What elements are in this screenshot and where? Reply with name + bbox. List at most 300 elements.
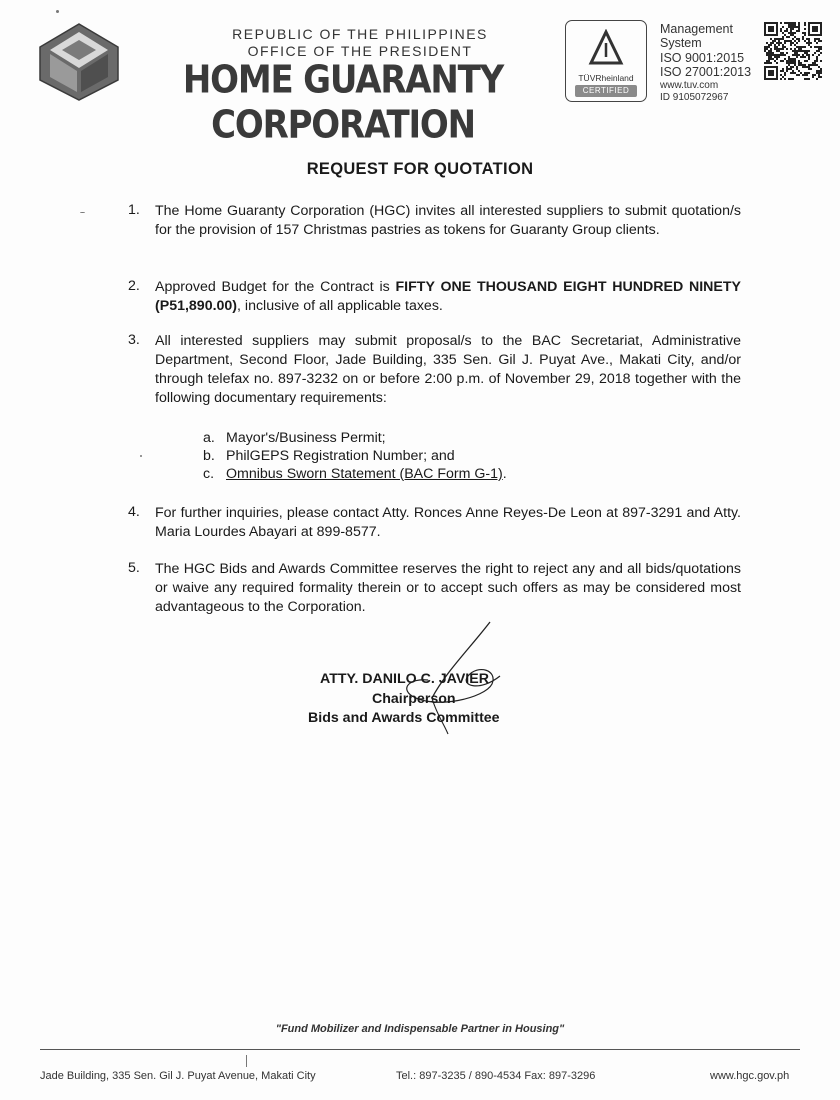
qr-module bbox=[820, 72, 822, 74]
qr-code-icon bbox=[764, 22, 822, 80]
qr-module bbox=[786, 60, 788, 62]
qr-module bbox=[790, 22, 792, 24]
qr-module bbox=[796, 46, 798, 48]
qr-module bbox=[768, 56, 770, 58]
qr-module bbox=[768, 44, 770, 46]
qr-module bbox=[788, 78, 790, 80]
qr-module bbox=[794, 64, 796, 66]
qr-module bbox=[778, 44, 780, 46]
qr-module bbox=[820, 76, 822, 78]
qr-module bbox=[808, 58, 810, 60]
qr-module bbox=[812, 54, 814, 56]
qr-module bbox=[798, 38, 800, 40]
qr-module bbox=[770, 50, 772, 52]
qr-module bbox=[808, 68, 810, 70]
qr-module bbox=[778, 42, 780, 44]
qr-module bbox=[816, 38, 818, 40]
qr-module bbox=[792, 32, 794, 34]
qr-module bbox=[798, 64, 800, 66]
qr-module bbox=[776, 48, 778, 50]
qr-module bbox=[794, 40, 796, 42]
qr-module bbox=[788, 32, 790, 34]
qr-module bbox=[818, 74, 820, 76]
requirement-end: . bbox=[502, 466, 507, 482]
qr-module bbox=[818, 46, 820, 48]
qr-module bbox=[786, 22, 788, 24]
qr-module bbox=[806, 78, 808, 80]
qr-module bbox=[792, 78, 794, 80]
qr-module bbox=[820, 48, 822, 50]
qr-module bbox=[810, 64, 812, 66]
qr-module bbox=[820, 68, 822, 70]
qr-module bbox=[802, 54, 804, 56]
qr-module bbox=[806, 54, 808, 56]
qr-module bbox=[786, 36, 788, 38]
qr-module bbox=[792, 62, 794, 64]
qr-module bbox=[768, 46, 770, 48]
qr-module bbox=[776, 62, 778, 64]
qr-module bbox=[800, 46, 802, 48]
qr-module bbox=[792, 22, 794, 24]
qr-module bbox=[766, 42, 768, 44]
qr-module bbox=[804, 56, 806, 58]
qr-module bbox=[794, 72, 796, 74]
qr-module bbox=[798, 26, 800, 28]
qr-module bbox=[806, 60, 808, 62]
qr-module bbox=[790, 24, 792, 26]
qr-module bbox=[806, 38, 808, 40]
qr-module bbox=[790, 66, 792, 68]
qr-module bbox=[772, 54, 774, 56]
qr-module bbox=[780, 70, 782, 72]
qr-module bbox=[784, 58, 786, 60]
qr-module bbox=[804, 28, 806, 30]
item-number: 1. bbox=[128, 202, 140, 218]
qr-module bbox=[804, 46, 806, 48]
qr-module bbox=[770, 58, 772, 60]
qr-module bbox=[780, 28, 782, 30]
qr-module bbox=[792, 24, 794, 26]
qr-module bbox=[802, 74, 804, 76]
qr-module bbox=[818, 66, 820, 68]
footer-contact: Tel.: 897-3235 / 890-4534 Fax: 897-3296 bbox=[396, 1070, 596, 1082]
qr-module bbox=[792, 72, 794, 74]
qr-module bbox=[796, 30, 798, 32]
cert-line: Management bbox=[660, 22, 733, 36]
qr-module bbox=[798, 48, 800, 50]
qr-module bbox=[780, 22, 782, 24]
qr-module bbox=[814, 60, 816, 62]
qr-module bbox=[798, 62, 800, 64]
tuv-brand: TÜVRheinland bbox=[578, 73, 634, 83]
qr-module bbox=[792, 54, 794, 56]
qr-module bbox=[776, 42, 778, 44]
budget-intro: Approved Budget for the Contract is bbox=[155, 279, 396, 295]
qr-module bbox=[782, 36, 784, 38]
qr-module bbox=[782, 38, 784, 40]
qr-module bbox=[778, 54, 780, 56]
signatory-position: Chairperson bbox=[372, 691, 456, 707]
qr-module bbox=[778, 38, 780, 40]
qr-module bbox=[786, 62, 788, 64]
qr-module bbox=[802, 46, 804, 48]
qr-module bbox=[770, 56, 772, 58]
qr-module bbox=[772, 58, 774, 60]
qr-module bbox=[788, 62, 790, 64]
qr-module bbox=[794, 32, 796, 34]
qr-module bbox=[792, 66, 794, 68]
qr-module bbox=[798, 30, 800, 32]
qr-module bbox=[790, 62, 792, 64]
qr-module bbox=[786, 48, 788, 50]
qr-module bbox=[820, 40, 822, 42]
qr-module bbox=[818, 70, 820, 72]
qr-module bbox=[804, 74, 806, 76]
qr-module bbox=[782, 54, 784, 56]
qr-module bbox=[772, 40, 774, 42]
footer-divider bbox=[40, 1049, 800, 1050]
qr-module bbox=[794, 48, 796, 50]
qr-module bbox=[788, 24, 790, 26]
qr-module bbox=[784, 78, 786, 80]
qr-module bbox=[790, 78, 792, 80]
qr-module bbox=[790, 32, 792, 34]
qr-module bbox=[816, 70, 818, 72]
scan-speck bbox=[140, 455, 142, 457]
qr-module bbox=[800, 62, 802, 64]
qr-module bbox=[788, 56, 790, 58]
budget-amount: FIFTY ONE THOUSAND EIGHT HUNDRED NINETY (P51,890.00) bbox=[155, 279, 742, 314]
qr-module bbox=[782, 70, 784, 72]
qr-module bbox=[774, 48, 776, 50]
item-2-text bbox=[155, 278, 741, 316]
qr-module bbox=[808, 54, 810, 56]
qr-module bbox=[786, 66, 788, 68]
qr-module bbox=[798, 70, 800, 72]
qr-module bbox=[800, 72, 802, 74]
qr-module bbox=[790, 44, 792, 46]
qr-module bbox=[768, 58, 770, 60]
qr-module bbox=[794, 22, 796, 24]
qr-module bbox=[764, 50, 766, 52]
qr-module bbox=[814, 52, 816, 54]
qr-module bbox=[808, 38, 810, 40]
qr-module bbox=[798, 74, 800, 76]
qr-module bbox=[808, 64, 810, 66]
qr-module bbox=[788, 22, 790, 24]
qr-module bbox=[806, 74, 808, 76]
item-4-text: For further inquiries, please contact Atty. Ronces Anne Reyes-De Leon at 897-3291 and Atty. Maria Lourdes Abayari at 899-8577. bbox=[155, 505, 741, 540]
qr-module bbox=[802, 50, 804, 52]
qr-module bbox=[812, 64, 814, 66]
qr-module bbox=[808, 72, 810, 74]
qr-module bbox=[806, 72, 808, 74]
footer-address: Jade Building, 335 Sen. Gil J. Puyat Avenue, Makati City bbox=[40, 1070, 316, 1082]
qr-module bbox=[764, 62, 766, 64]
qr-module bbox=[770, 52, 772, 54]
qr-module bbox=[786, 68, 788, 70]
qr-module bbox=[782, 48, 784, 50]
qr-module bbox=[784, 22, 786, 24]
office-heading: OFFICE OF THE PRESIDENT bbox=[247, 43, 473, 59]
footer-tagline: "Fund Mobilizer and Indispensable Partner in Housing" bbox=[275, 1023, 565, 1035]
qr-module bbox=[764, 46, 766, 48]
tuv-certification-badge bbox=[565, 20, 647, 102]
qr-module bbox=[808, 42, 810, 44]
qr-module bbox=[804, 34, 806, 36]
qr-module bbox=[768, 50, 770, 52]
qr-module bbox=[780, 30, 782, 32]
qr-module bbox=[808, 50, 810, 52]
qr-module bbox=[776, 56, 778, 58]
qr-module bbox=[800, 50, 802, 52]
qr-module bbox=[808, 40, 810, 42]
qr-module bbox=[782, 44, 784, 46]
qr-module bbox=[814, 38, 816, 40]
qr-module bbox=[802, 64, 804, 66]
qr-module bbox=[774, 38, 776, 40]
qr-module bbox=[798, 50, 800, 52]
qr-module bbox=[794, 24, 796, 26]
cert-website: www.tuv.com bbox=[660, 79, 719, 91]
qr-module bbox=[784, 30, 786, 32]
qr-module bbox=[790, 72, 792, 74]
qr-module bbox=[788, 60, 790, 62]
qr-module bbox=[786, 70, 788, 72]
qr-module bbox=[774, 60, 776, 62]
qr-module bbox=[784, 74, 786, 76]
qr-module bbox=[768, 26, 774, 32]
qr-module bbox=[812, 62, 814, 64]
requirement-item: Mayor's/Business Permit; bbox=[226, 430, 386, 446]
qr-module bbox=[782, 76, 784, 78]
signatory-committee: Bids and Awards Committee bbox=[308, 710, 500, 726]
qr-module bbox=[774, 40, 776, 42]
qr-module bbox=[794, 44, 796, 46]
qr-module bbox=[806, 52, 808, 54]
qr-module bbox=[804, 66, 806, 68]
item-5-text: The HGC Bids and Awards Committee reserves the right to reject any and all bids/quotations or waive any required formality therein or to accept such offers as may be considered most advantageous to the Corporation. bbox=[155, 561, 741, 615]
qr-module bbox=[782, 60, 784, 62]
qr-module bbox=[766, 46, 768, 48]
qr-module bbox=[784, 42, 786, 44]
scan-speck bbox=[56, 10, 59, 13]
qr-module bbox=[804, 52, 806, 54]
qr-module bbox=[802, 56, 804, 58]
qr-module bbox=[776, 50, 778, 52]
qr-module bbox=[820, 60, 822, 62]
qr-module bbox=[772, 42, 774, 44]
qr-module bbox=[798, 22, 800, 24]
qr-module bbox=[812, 26, 818, 32]
qr-module bbox=[816, 58, 818, 60]
qr-module bbox=[778, 50, 780, 52]
qr-module bbox=[796, 42, 798, 44]
qr-module bbox=[782, 46, 784, 48]
qr-module bbox=[774, 54, 776, 56]
requirement-letter: c. bbox=[203, 466, 215, 482]
qr-module bbox=[794, 58, 796, 60]
item-number: 5. bbox=[128, 560, 140, 576]
qr-module bbox=[796, 56, 798, 58]
qr-module bbox=[784, 54, 786, 56]
qr-module bbox=[818, 76, 820, 78]
qr-module bbox=[764, 48, 766, 50]
qr-module bbox=[766, 60, 768, 62]
qr-module bbox=[808, 44, 810, 46]
cert-line: ISO 27001:2013 bbox=[660, 65, 752, 80]
qr-module bbox=[816, 60, 818, 62]
qr-module bbox=[766, 62, 768, 64]
qr-module bbox=[780, 42, 782, 44]
qr-module bbox=[808, 78, 810, 80]
tuv-triangle-icon bbox=[588, 29, 624, 69]
qr-module bbox=[792, 50, 794, 52]
qr-module bbox=[820, 52, 822, 54]
qr-module bbox=[794, 36, 796, 38]
qr-module bbox=[816, 46, 818, 48]
qr-module bbox=[804, 22, 806, 24]
item-3-text: All interested suppliers may submit proposal/s to the BAC Secretariat, Administrative Department, Second Floor, Jade Building, 335 Sen. Gil J. Puyat Ave., Makati City, and/or through telefax no. 897-3232 on or before 2:00 p.m. of November 29, 2018 together with the following documentary requirements: bbox=[155, 333, 741, 406]
qr-module bbox=[796, 26, 798, 28]
qr-module bbox=[818, 38, 820, 40]
qr-module bbox=[768, 54, 770, 56]
qr-module bbox=[792, 58, 794, 60]
qr-module bbox=[816, 72, 818, 74]
qr-module bbox=[814, 74, 816, 76]
qr-module bbox=[814, 40, 816, 42]
qr-module bbox=[792, 60, 794, 62]
qr-module bbox=[790, 60, 792, 62]
qr-module bbox=[808, 66, 810, 68]
qr-module bbox=[782, 68, 784, 70]
qr-module bbox=[794, 52, 796, 54]
qr-module bbox=[796, 74, 798, 76]
qr-module bbox=[820, 70, 822, 72]
qr-module bbox=[794, 26, 796, 28]
qr-module bbox=[790, 58, 792, 60]
qr-module bbox=[788, 68, 790, 70]
qr-module bbox=[798, 40, 800, 42]
qr-module bbox=[780, 78, 782, 80]
qr-module bbox=[806, 42, 808, 44]
qr-module bbox=[802, 32, 804, 34]
qr-module bbox=[770, 62, 772, 64]
qr-module bbox=[780, 54, 782, 56]
qr-module bbox=[804, 72, 806, 74]
qr-module bbox=[768, 52, 770, 54]
qr-module bbox=[796, 38, 798, 40]
qr-module bbox=[804, 50, 806, 52]
qr-module bbox=[776, 58, 778, 60]
qr-module bbox=[796, 68, 798, 70]
qr-module bbox=[778, 56, 780, 58]
qr-module bbox=[788, 26, 790, 28]
certification-details bbox=[660, 22, 770, 104]
qr-module bbox=[766, 52, 768, 54]
qr-module bbox=[818, 40, 820, 42]
qr-module bbox=[798, 46, 800, 48]
item-number: 3. bbox=[128, 332, 140, 348]
qr-module bbox=[804, 78, 806, 80]
qr-module bbox=[776, 38, 778, 40]
qr-module bbox=[788, 64, 790, 66]
qr-module bbox=[800, 64, 802, 66]
qr-module bbox=[804, 64, 806, 66]
qr-module bbox=[790, 48, 792, 50]
omnibus-statement-text: Omnibus Sworn Statement (BAC Form G-1) bbox=[226, 466, 503, 482]
qr-module bbox=[782, 32, 784, 34]
cert-id: ID 9105072967 bbox=[660, 91, 729, 103]
qr-module bbox=[792, 34, 794, 36]
qr-module bbox=[778, 48, 780, 50]
qr-module bbox=[800, 48, 802, 50]
qr-module bbox=[794, 62, 796, 64]
qr-module bbox=[766, 48, 768, 50]
qr-module bbox=[790, 34, 792, 36]
item-number: 4. bbox=[128, 504, 140, 520]
qr-module bbox=[766, 54, 768, 56]
qr-module bbox=[820, 46, 822, 48]
corporation-name: HOME GUARANTY CORPORATION bbox=[182, 58, 504, 148]
hgc-house-logo bbox=[36, 20, 122, 104]
qr-module bbox=[784, 40, 786, 42]
qr-module bbox=[816, 64, 818, 66]
qr-module bbox=[790, 30, 792, 32]
qr-module bbox=[818, 48, 820, 50]
qr-module bbox=[802, 66, 804, 68]
scan-speck bbox=[246, 1055, 247, 1067]
qr-module bbox=[794, 54, 796, 56]
requirement-item bbox=[226, 466, 507, 482]
qr-module bbox=[768, 62, 770, 64]
qr-module bbox=[790, 26, 792, 28]
qr-module bbox=[772, 52, 774, 54]
qr-module bbox=[792, 26, 794, 28]
qr-module bbox=[776, 54, 778, 56]
qr-module bbox=[804, 24, 806, 26]
qr-module bbox=[818, 50, 820, 52]
qr-module bbox=[774, 46, 776, 48]
qr-module bbox=[818, 54, 820, 56]
qr-module bbox=[796, 66, 798, 68]
qr-module bbox=[786, 28, 788, 30]
budget-tail: , inclusive of all applicable taxes. bbox=[237, 298, 443, 314]
qr-module bbox=[780, 38, 782, 40]
qr-module bbox=[804, 40, 806, 42]
qr-module bbox=[790, 28, 792, 30]
item-1-text: The Home Guaranty Corporation (HGC) invites all interested suppliers to submit quotation/s for the provision of 157 Christmas pastries as tokens for Guaranty Group clients. bbox=[155, 203, 741, 238]
qr-module bbox=[796, 54, 798, 56]
qr-module bbox=[780, 74, 782, 76]
qr-module bbox=[780, 52, 782, 54]
qr-module bbox=[774, 56, 776, 58]
qr-module bbox=[810, 68, 812, 70]
qr-module bbox=[786, 52, 788, 54]
qr-module bbox=[808, 56, 810, 58]
qr-module bbox=[816, 50, 818, 52]
qr-module bbox=[814, 64, 816, 66]
cert-line: System bbox=[660, 36, 702, 51]
qr-module bbox=[810, 46, 812, 48]
qr-module bbox=[802, 36, 804, 38]
requirement-letter: a. bbox=[203, 430, 215, 446]
qr-module bbox=[778, 40, 780, 42]
qr-module bbox=[806, 66, 808, 68]
qr-module bbox=[770, 48, 772, 50]
qr-module bbox=[782, 26, 784, 28]
qr-module bbox=[770, 38, 772, 40]
